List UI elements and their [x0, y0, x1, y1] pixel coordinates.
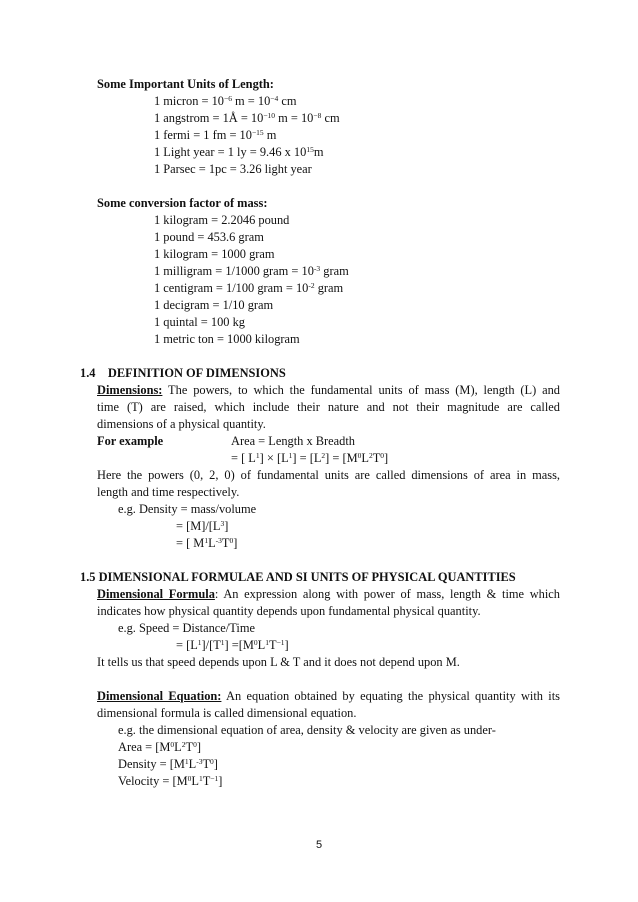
density-example: e.g. Density = mass/volume [118, 502, 257, 516]
equation-examples-intro: e.g. the dimensional equation of area, density & velocity are given as under- [118, 723, 496, 737]
fermi-line: 1 fermi = 1 fm = $10^{-15}$ m [154, 128, 277, 142]
pound-gram-line: 1 pound = 453.6 gram [154, 230, 264, 244]
density-dimension-line-2: = [ $M^1L^{-3}T^0$] [176, 536, 238, 550]
section-1-4-heading: 1.4 DEFINITION OF DIMENSIONS [80, 366, 286, 380]
area-equation: Area = Length x Breadth [231, 434, 355, 448]
dimensional-equation-line-2: dimensional formula is called dimensional equation. [97, 706, 357, 720]
speed-conclusion: It tells us that speed depends upon L & T and it does not depend upon M. [97, 655, 460, 669]
decigram-line: 1 decigram = 1/10 gram [154, 298, 274, 312]
dimensional-formula-line-1: Dimensional Formula: An expression along with power of mass, length & time which [97, 587, 560, 601]
length-units-heading: Some Important Units of Length: [97, 77, 274, 91]
centigram-line: 1 centigram = 1/100 gram = $10^{-2}$ gram [154, 281, 344, 295]
speed-dimension-line: = $[L^1]/[T^1] =[M^0L^1T^{-1}]$ [176, 638, 289, 652]
example-label: For example [97, 434, 164, 448]
dimensional-equation-line-1: Dimensional Equation: An equation obtained by equating the physical quantity with its [97, 689, 560, 703]
powers-explanation-line-2: length and time respectively. [97, 485, 240, 499]
area-equation-line: Area = $[M^0L^2T^0]$ [118, 740, 201, 754]
kg-pound-line: 1 kilogram = 2.2046 pound [154, 213, 290, 227]
density-equation-line: Density = $[M^1L^{-3}T^0]$ [118, 757, 218, 771]
micron-line: 1 micron = $10^{-6}$ $m = 10^{-4}$ cm [154, 94, 297, 108]
page-number: 5 [316, 839, 323, 851]
dimensions-definition-line-2: time (T) are raised, which include their nature and not their magnitude are called [97, 400, 560, 414]
speed-example: e.g. Speed = Distance/Time [118, 621, 255, 635]
dimensions-definition-line-3: dimensions of a physical quantity. [97, 417, 266, 431]
mass-units-heading: Some conversion factor of mass: [97, 196, 268, 210]
kg-gram-line: 1 kilogram = 1000 gram [154, 247, 275, 261]
angstrom-line: 1 angstrom = 1Å = $10^{-10}$ $m = 10^{-8}$ cm [154, 111, 340, 125]
density-dimension-line-1: = $[M]/[L^3]$ [176, 519, 229, 533]
metric-ton-line: 1 metric ton = 1000 kilogram [154, 332, 300, 346]
powers-explanation-line-1: Here the powers (0, 2, 0) of fundamental units are called dimensions of area in mass, [97, 468, 560, 482]
milligram-line: 1 milligram = 1/1000 gram = $10^{-3}$ gram [154, 264, 349, 278]
quintal-line: 1 quintal = 100 kg [154, 315, 245, 329]
dimensional-formula-line-2: indicates how physical quantity depends upon fundamental physical quantity. [97, 604, 481, 618]
velocity-equation-line: Velocity = $[M^0L^1T^{-1}]$ [118, 774, 223, 788]
parsec-line: 1 Parsec = 1pc = 3.26 light year [154, 162, 312, 176]
dimensions-definition-line-1: Dimensions: The powers, to which the fundamental units of mass (M), length (L) and [97, 383, 560, 397]
light-year-line: 1 Light year = 1 ly = 9.46 x $10^{15}m$ [154, 145, 324, 159]
section-1-5-heading: 1.5 DIMENSIONAL FORMULAE AND SI UNITS OF PHYSICAL QUANTITIES [80, 570, 516, 584]
area-dimension-line: = [ $L^1] \times [L^1] = [L^2] = [M^0L^2T^0]$ [231, 451, 389, 465]
